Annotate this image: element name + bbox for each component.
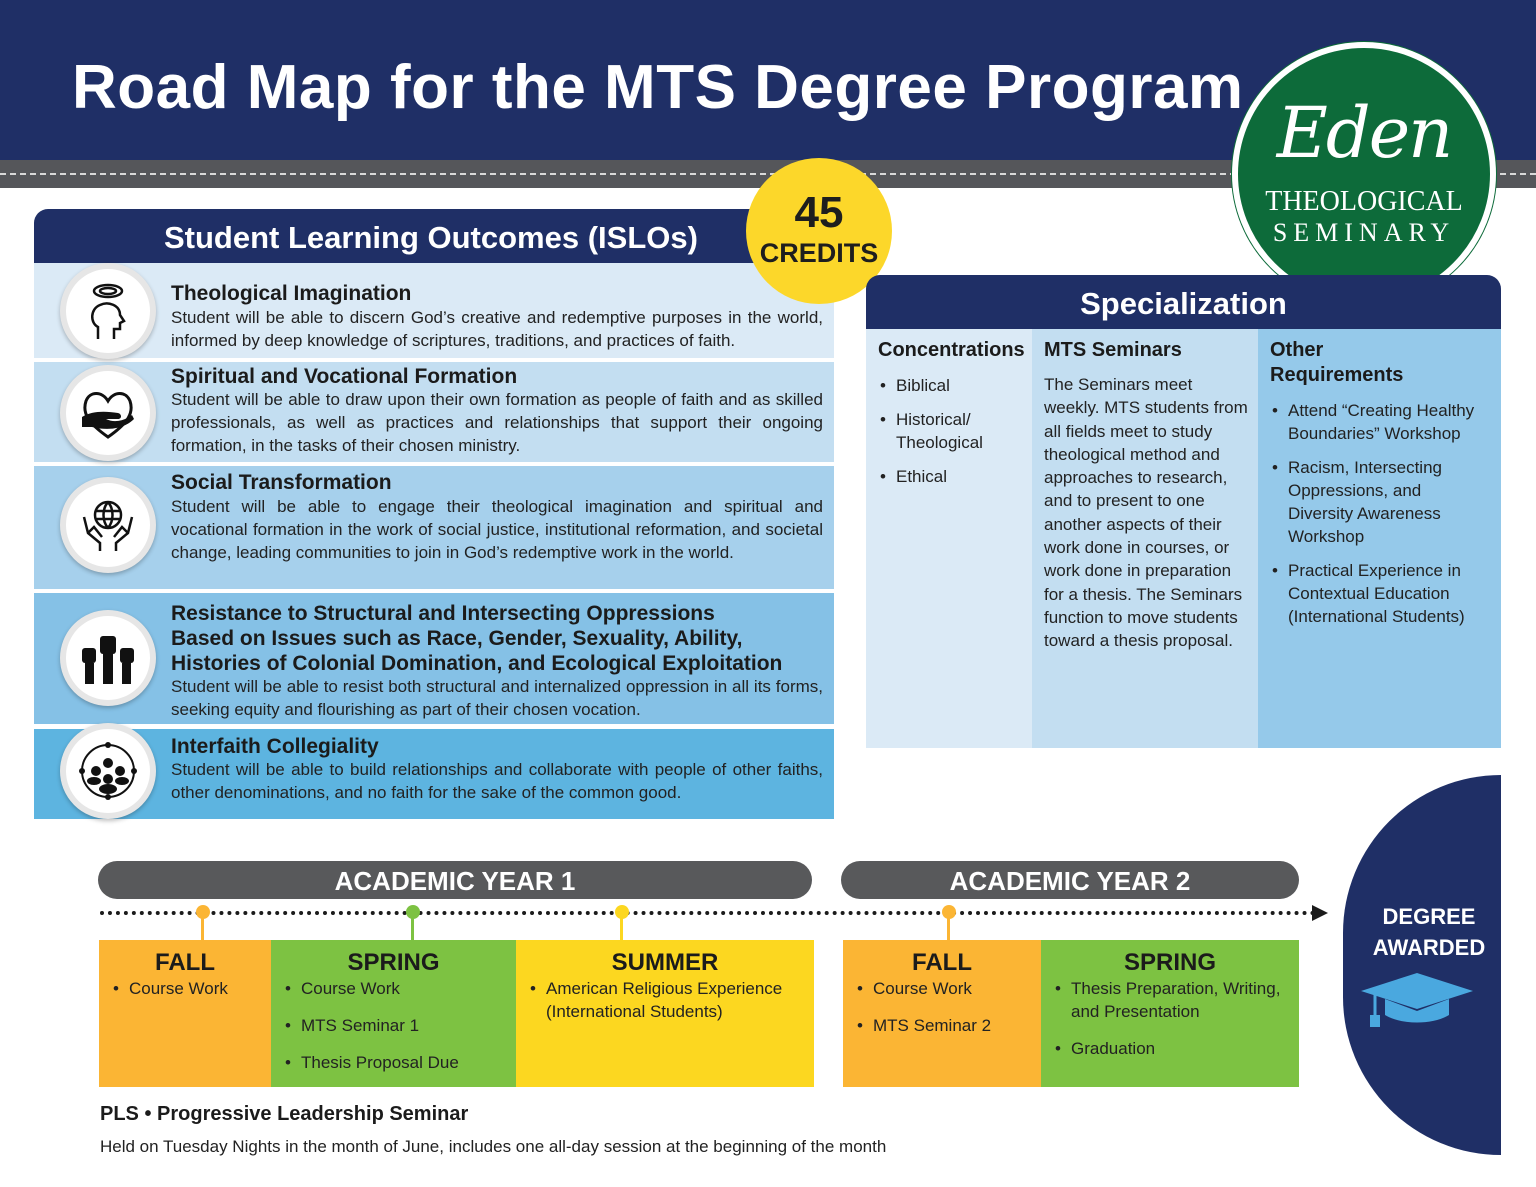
term-title: SPRING — [1123, 949, 1216, 976]
term-year2-spring — [1041, 940, 1299, 1087]
page-title: Road Map for the MTS Degree Program — [72, 53, 1244, 122]
islo-title-line: Based on Issues such as Race, Gender, Sexuality, Ability, — [171, 627, 743, 650]
other-requirements-title: Other Requirements — [1270, 339, 1404, 386]
term-list — [285, 977, 510, 1088]
academic-year-2-bar — [841, 861, 1299, 899]
list-item: • Racism, Intersecting Oppressions, and Diversity Awareness Workshop — [1272, 456, 1472, 548]
hand-heart-icon — [60, 365, 156, 461]
academic-year-2-label: ACADEMIC YEAR 2 — [949, 866, 1191, 896]
list-item: • Thesis Proposal Due — [285, 1051, 510, 1074]
pls-title: PLS • Progressive Leadership Seminar — [100, 1103, 469, 1125]
timeline-dotted-line — [100, 911, 1316, 915]
term-list — [1055, 977, 1289, 1074]
list-item: • Course Work — [113, 977, 263, 1000]
islo-text: Student will be able to resist both structural and internalized oppression in all its forms, seeking equity and flourishing as part of their chosen vocation. — [171, 677, 823, 719]
logo-line-theological: THEOLOGICAL — [1265, 186, 1463, 217]
pls-description: Held on Tuesday Nights in the month of June, includes one all-day session at the beginning of the month — [100, 1137, 887, 1156]
term-list — [857, 977, 1037, 1051]
islo-title: Spiritual and Vocational Formation — [171, 365, 518, 388]
islo-title: Social Transformation — [171, 471, 392, 494]
other-requirements-list — [1272, 399, 1494, 639]
list-item: • MTS Seminar 1 — [285, 1014, 510, 1037]
term-title: SPRING — [347, 949, 440, 976]
list-item: • Attend “Creating Healthy Boundaries” Workshop — [1272, 399, 1494, 445]
islo-text: Student will be able to build relationships and collaborate with people of other faiths, other denominations, and no faith for the sake of the common good. — [171, 760, 823, 802]
islo-text: Student will be able to discern God’s creative and redemptive purposes in the world, informed by deep knowledge of scriptures, traditions, and practices of faith. — [171, 308, 823, 350]
degree-awarded-panel — [1343, 775, 1501, 1155]
people-circle-icon — [60, 723, 156, 819]
timeline-pin-stem — [947, 917, 950, 940]
timeline-pin — [196, 905, 210, 919]
head-imagination-icon — [60, 263, 156, 359]
list-item: • Thesis Preparation, Writing, and Presentation — [1055, 977, 1289, 1023]
list-item: • Graduation — [1055, 1037, 1289, 1060]
timeline-pin-stem — [411, 917, 414, 940]
credits-number: 45 — [794, 188, 844, 237]
islo-text: Student will be able to draw upon their own formation as people of faith and as skilled professionals, as well as practices and relationships that support their ongoing formation, in the tasks of their chosen ministry. — [171, 390, 823, 455]
seminars-text: The Seminars meet weekly. MTS students from all fields meet to study theological method and approaches to research, and to present to one another aspects of their work done in courses, or work done in preparation for a thesis. The Seminars function to move students toward a thesis proposal. — [1044, 375, 1248, 651]
islo-heading: Student Learning Outcomes (ISLOs) — [164, 220, 698, 255]
islo-title: Theological Imagination — [171, 282, 412, 305]
degree-awarded-label — [1343, 901, 1515, 963]
timeline-pin-stem — [620, 917, 623, 940]
term-year1-fall — [99, 940, 271, 1087]
list-item: • Practical Experience in Contextual Education (International Students) — [1272, 559, 1484, 628]
list-item: • Course Work — [285, 977, 510, 1000]
list-item: • MTS Seminar 2 — [857, 1014, 1037, 1037]
concentrations-title: Concentrations — [878, 339, 1025, 361]
academic-year-1-label: ACADEMIC YEAR 1 — [334, 866, 576, 896]
timeline-arrow-icon — [1312, 905, 1328, 921]
list-item: • American Religious Experience (International Students) — [530, 977, 810, 1023]
logo-line-seminary: SEMINARY — [1272, 218, 1456, 247]
term-year2-fall — [843, 940, 1041, 1087]
islo-title-line: Resistance to Structural and Intersecting Oppressions — [171, 602, 715, 625]
hands-globe-icon — [60, 477, 156, 573]
islo-title — [171, 601, 831, 676]
term-title: FALL — [155, 949, 215, 976]
islo-title: Interfaith Collegiality — [171, 735, 379, 758]
islo-heading-bar — [34, 209, 834, 263]
list-item: • Course Work — [857, 977, 1037, 1000]
seminars-title: MTS Seminars — [1044, 339, 1182, 361]
timeline-pin — [942, 905, 956, 919]
logo-wordmark: Eden — [1276, 92, 1452, 174]
credits-label: CREDITS — [759, 238, 879, 268]
seminars-column — [1032, 329, 1258, 748]
graduation-cap-icon — [1357, 969, 1477, 1029]
academic-year-1-bar — [98, 861, 812, 899]
specialization-heading: Specialization — [1080, 286, 1287, 321]
term-list — [530, 977, 810, 1037]
seminary-logo — [1232, 42, 1496, 306]
term-year1-summer — [516, 940, 814, 1087]
islo-title-line: Histories of Colonial Domination, and Ecological Exploitation — [171, 652, 783, 675]
list-item: • Biblical — [880, 374, 1026, 397]
list-item: • Historical/ Theological — [880, 408, 990, 454]
concentrations-list — [880, 374, 1026, 499]
degree-line: DEGREE — [1382, 904, 1476, 929]
specialization-heading-bar — [866, 275, 1501, 329]
term-year1-spring — [271, 940, 516, 1087]
other-requirements-column — [1258, 329, 1501, 748]
timeline-pin — [615, 905, 629, 919]
islo-text: Student will be able to engage their theological imagination and spiritual and vocational formation in the work of social justice, institutional reformation, and societal change, leading communities to join in God’s redemptive work in the world. — [171, 497, 823, 562]
raised-fists-icon — [60, 610, 156, 706]
term-title: SUMMER — [611, 949, 719, 976]
term-list — [113, 977, 263, 1014]
term-title: FALL — [912, 949, 972, 976]
concentrations-column — [866, 329, 1032, 748]
list-item: • Ethical — [880, 465, 1026, 488]
timeline-pin — [406, 905, 420, 919]
timeline-pin-stem — [201, 917, 204, 940]
degree-line: AWARDED — [1372, 935, 1486, 960]
